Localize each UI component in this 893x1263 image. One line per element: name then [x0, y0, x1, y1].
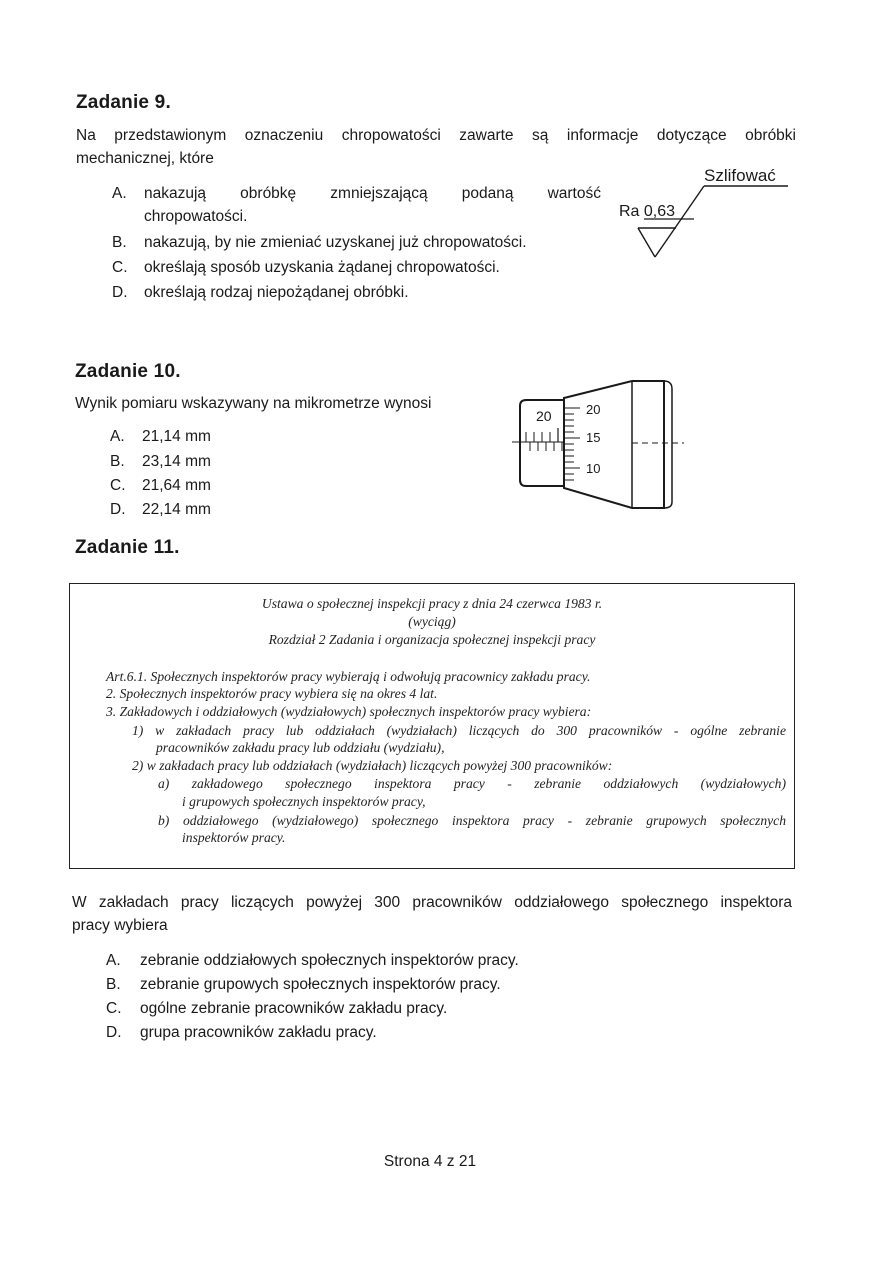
option-letter: B. [112, 234, 127, 251]
option-letter: A. [110, 428, 125, 445]
task10-option-a[interactable] [110, 425, 310, 448]
task10-title: Zadanie 10. [75, 361, 181, 382]
task11-option-b[interactable] [106, 973, 606, 996]
task9-option-a[interactable] [112, 182, 602, 228]
law-point-2b-line2: inspektorów pracy. [182, 830, 286, 845]
option-text: 22,14 mm [142, 501, 211, 518]
task9-option-c[interactable] [112, 256, 592, 279]
task10-option-c[interactable] [110, 474, 310, 497]
symbol-short-leg [638, 228, 655, 257]
sleeve-scale-label: 20 [536, 408, 552, 424]
law-art-6-2: 2. Społecznych inspektorów pracy wybiera się na okres 4 lat. [106, 686, 438, 701]
option-text-line1: nakazują obróbkę zmniejszającą podaną wartość [144, 185, 601, 202]
option-text: 23,14 mm [142, 453, 211, 470]
law-title: Ustawa o społecznej inspekcji pracy z dnia 24 czerwca 1983 r. [261, 596, 603, 611]
task10-option-d[interactable] [110, 498, 310, 521]
law-chapter: Rozdział 2 Zadania i organizacja społecznej inspekcji pracy [268, 632, 596, 647]
thimble-label-15: 15 [586, 430, 601, 445]
thimble-label-10: 10 [586, 461, 601, 476]
option-letter: C. [110, 477, 126, 494]
option-text: nakazują, by nie zmieniać uzyskanej już chropowatości. [144, 234, 527, 251]
task11-option-a[interactable] [106, 949, 606, 972]
option-letter: C. [106, 1000, 122, 1017]
option-text: określają sposób uzyskania żądanej chropowatości. [144, 259, 500, 276]
option-letter: A. [112, 185, 127, 202]
option-text: określają rodzaj niepożądanej obróbki. [144, 284, 409, 301]
option-text: grupa pracowników zakładu pracy. [140, 1024, 377, 1041]
process-label: Szlifować [704, 166, 776, 185]
option-text: 21,14 mm [142, 428, 211, 445]
task11-question-line1: W zakładach pracy liczących powyżej 300 pracowników oddziałowego społecznego inspektora [72, 894, 792, 911]
thimble-label-20: 20 [586, 402, 601, 417]
option-letter: D. [112, 284, 128, 301]
option-text: zebranie grupowych społecznych inspektorów pracy. [140, 976, 501, 993]
law-point-2b-line1: b) oddziałowego (wydziałowego) społecznego inspektora pracy - zebranie grupowych społecznych [158, 813, 786, 828]
task11-option-c[interactable] [106, 997, 606, 1020]
task10-question: Wynik pomiaru wskazywany na mikrometrze wynosi [75, 395, 432, 412]
law-subtitle: (wyciąg) [408, 614, 456, 629]
law-point-2a-line1: a) zakładowego społecznego inspektora pracy - zebranie oddziałowych (wydziałowych) [158, 776, 786, 791]
task11-title: Zadanie 11. [75, 537, 180, 558]
law-point-1-line1: 1) w zakładach pracy lub oddziałach (wydziałach) liczących do 300 pracowników - ogólne zebranie [132, 723, 786, 738]
task9-question-line1: Na przedstawionym oznaczeniu chropowatości zawarte są informacje dotyczące obróbki [76, 127, 796, 144]
option-text: zebranie oddziałowych społecznych inspektorów pracy. [140, 952, 519, 969]
roughness-symbol [610, 158, 810, 263]
task11-option-d[interactable] [106, 1021, 606, 1044]
option-text-line2: chropowatości. [144, 208, 248, 225]
task9-title: Zadanie 9. [76, 92, 171, 113]
option-letter: A. [106, 952, 121, 969]
option-letter: B. [106, 976, 121, 993]
symbol-long-leg [655, 186, 704, 257]
option-text: ogólne zebranie pracowników zakładu pracy. [140, 1000, 448, 1017]
micrometer-diagram [512, 376, 687, 511]
law-point-2: 2) w zakładach pracy lub oddziałach (wydziałach) liczących powyżej 300 pracowników: [132, 758, 613, 773]
law-excerpt-box [69, 583, 795, 869]
task11-question-line2: pracy wybiera [72, 917, 168, 934]
thimble-outline [564, 381, 664, 508]
law-point-1-line2: pracowników zakładu pracy lub oddziału (wydziału), [156, 740, 445, 755]
law-art-6-1: Art.6.1. Społecznych inspektorów pracy wybierają i odwołują pracownicy zakładu pracy. [106, 669, 591, 684]
law-art-6-3: 3. Zakładowych i oddziałowych (wydziałowych) społecznych inspektorów pracy wybiera: [106, 704, 592, 719]
task9-option-d[interactable] [112, 281, 592, 304]
task9-option-b[interactable] [112, 231, 592, 254]
option-letter: D. [106, 1024, 122, 1041]
option-text: 21,64 mm [142, 477, 211, 494]
ra-label: Ra 0,63 [619, 203, 676, 220]
task10-option-b[interactable] [110, 450, 310, 473]
option-letter: B. [110, 453, 125, 470]
law-point-2a-line2: i grupowych społecznych inspektorów pracy, [182, 794, 426, 809]
page-number: Strona 4 z 21 [383, 1153, 477, 1170]
option-letter: C. [112, 259, 128, 276]
option-letter: D. [110, 501, 126, 518]
task9-question-line2: mechanicznej, które [76, 150, 214, 167]
